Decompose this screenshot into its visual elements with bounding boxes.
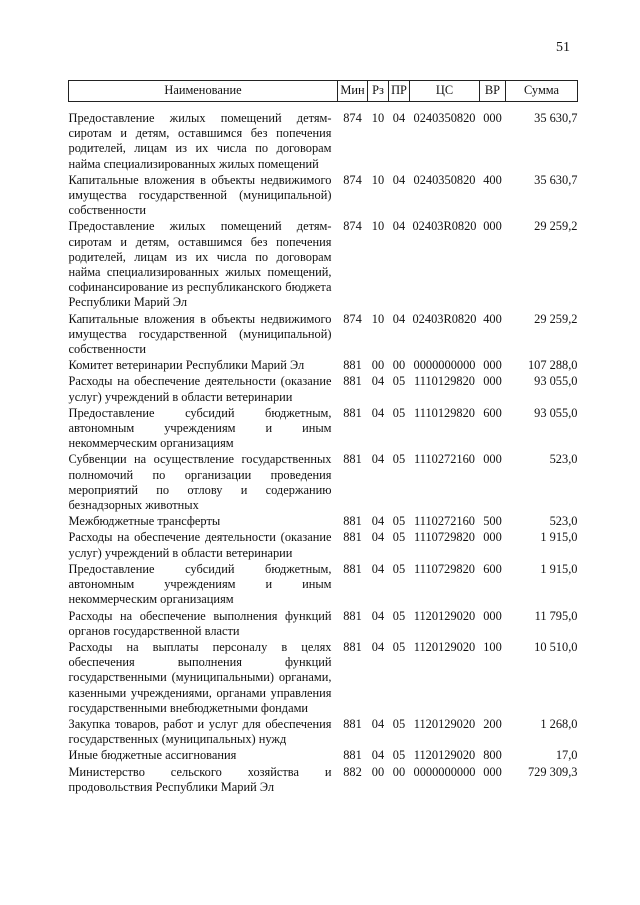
cell-pr: 05 bbox=[392, 374, 406, 389]
header-pr: ПР bbox=[389, 81, 410, 102]
header-rz: Рз bbox=[368, 81, 389, 102]
cell-name: Министерство сельского хозяйства и продовольствия Республики Марий Эл bbox=[68, 764, 332, 794]
cell-rz: 04 bbox=[371, 561, 385, 576]
table-row bbox=[69, 747, 578, 763]
cell-min: 874 bbox=[343, 111, 362, 125]
cell-vr: 000 bbox=[483, 530, 502, 545]
table-row bbox=[69, 529, 578, 560]
table-row bbox=[69, 561, 578, 608]
cell-vr: 600 bbox=[483, 561, 502, 576]
cell-pr: 00 bbox=[392, 764, 406, 779]
cell-rz: 04 bbox=[371, 716, 385, 731]
cell-sum: 17,0 bbox=[555, 748, 578, 763]
cell-min: 881 bbox=[343, 561, 362, 576]
cell-name: Иные бюджетные ассигнования bbox=[68, 748, 237, 763]
cell-vr: 000 bbox=[483, 452, 502, 467]
header-vr: ВР bbox=[480, 81, 506, 102]
table-row bbox=[69, 716, 578, 747]
cell-rz: 10 bbox=[371, 172, 385, 187]
cell-sum: 35 630,7 bbox=[534, 111, 578, 125]
cell-pr: 05 bbox=[392, 530, 406, 545]
cell-sum: 93 055,0 bbox=[534, 374, 578, 389]
header-min: Мин bbox=[338, 81, 368, 102]
cell-sum: 1 915,0 bbox=[540, 561, 578, 576]
table-row bbox=[69, 513, 578, 529]
cell-vr: 000 bbox=[483, 358, 502, 373]
header-name: Наименование bbox=[69, 81, 338, 102]
cell-sum: 11 795,0 bbox=[534, 608, 578, 623]
cell-pr: 04 bbox=[392, 219, 406, 234]
cell-min: 881 bbox=[343, 514, 362, 529]
cell-vr: 100 bbox=[483, 639, 502, 654]
header-sum: Сумма bbox=[506, 81, 578, 102]
cell-min: 881 bbox=[343, 374, 362, 389]
cell-rz: 10 bbox=[371, 111, 385, 125]
cell-rz: 04 bbox=[371, 405, 385, 420]
cell-min: 881 bbox=[343, 358, 362, 373]
cell-min: 881 bbox=[343, 405, 362, 420]
cell-vr: 400 bbox=[483, 172, 502, 187]
cell-cs: 1120129020 bbox=[413, 608, 476, 623]
cell-min: 881 bbox=[343, 639, 362, 654]
cell-vr: 400 bbox=[483, 311, 502, 326]
cell-sum: 1 915,0 bbox=[540, 530, 578, 545]
cell-vr: 800 bbox=[483, 748, 502, 763]
table-row bbox=[69, 405, 578, 452]
table-row bbox=[69, 357, 578, 373]
cell-sum: 523,0 bbox=[549, 514, 578, 529]
cell-name: Комитет ветеринарии Республики Марий Эл bbox=[68, 358, 305, 373]
cell-sum: 107 288,0 bbox=[527, 358, 578, 373]
cell-cs: 0240350820 bbox=[413, 111, 476, 125]
table-row bbox=[69, 172, 578, 219]
cell-sum: 10 510,0 bbox=[534, 639, 578, 654]
cell-rz: 04 bbox=[371, 748, 385, 763]
cell-name: Закупка товаров, работ и услуг для обеспечения государственных (муниципальных) нужд bbox=[68, 716, 332, 747]
cell-min: 881 bbox=[343, 452, 362, 467]
cell-min: 881 bbox=[343, 608, 362, 623]
header-cs: ЦС bbox=[410, 81, 480, 102]
cell-rz: 04 bbox=[371, 514, 385, 529]
cell-pr: 00 bbox=[392, 358, 406, 373]
cell-pr: 05 bbox=[392, 608, 406, 623]
table-row bbox=[69, 311, 578, 358]
cell-sum: 729 309,3 bbox=[527, 764, 578, 779]
cell-sum: 35 630,7 bbox=[534, 172, 578, 187]
cell-sum: 29 259,2 bbox=[534, 219, 578, 234]
cell-cs: 0000000000 bbox=[413, 358, 476, 373]
table-row bbox=[69, 764, 578, 795]
cell-cs: 0000000000 bbox=[413, 764, 476, 779]
cell-pr: 05 bbox=[392, 716, 406, 731]
cell-min: 881 bbox=[343, 748, 362, 763]
budget-table bbox=[68, 80, 578, 795]
cell-min: 881 bbox=[343, 716, 362, 731]
cell-vr: 000 bbox=[483, 219, 502, 234]
cell-name: Расходы на обеспечение выполнения функций органов государственной власти bbox=[68, 608, 332, 638]
cell-vr: 000 bbox=[483, 764, 502, 779]
cell-cs: 1110729820 bbox=[413, 530, 476, 545]
cell-pr: 04 bbox=[392, 172, 406, 187]
cell-pr: 05 bbox=[392, 452, 406, 467]
cell-cs: 1110729820 bbox=[413, 561, 476, 576]
table-header-row bbox=[69, 81, 578, 102]
cell-rz: 04 bbox=[371, 639, 385, 654]
cell-min: 874 bbox=[343, 311, 362, 326]
cell-name: Расходы на обеспечение деятельности (оказание услуг) учреждений в области ветеринарии bbox=[68, 374, 332, 404]
cell-pr: 05 bbox=[392, 639, 406, 654]
cell-name: Субвенции на осуществление государственных полномочий по организации проведения мероприятий по отлову и содержанию безнадзорных животных bbox=[68, 452, 332, 513]
cell-pr: 05 bbox=[392, 514, 406, 529]
table-row bbox=[69, 102, 578, 172]
cell-rz: 10 bbox=[371, 219, 385, 234]
cell-sum: 523,0 bbox=[549, 452, 578, 467]
cell-pr: 04 bbox=[392, 111, 406, 125]
cell-cs: 0240350820 bbox=[413, 172, 476, 187]
cell-pr: 05 bbox=[392, 561, 406, 576]
cell-vr: 200 bbox=[483, 716, 502, 731]
table-row bbox=[69, 373, 578, 404]
cell-cs: 1110129820 bbox=[413, 374, 476, 389]
cell-rz: 04 bbox=[371, 530, 385, 545]
cell-name: Расходы на выплаты персоналу в целях обеспечения выполнения функций государственными (муниципальными) органами, казенными учреждениями, органами управления государственными внебюджетными фондами bbox=[68, 639, 332, 715]
cell-sum: 1 268,0 bbox=[540, 716, 578, 731]
cell-vr: 000 bbox=[483, 111, 502, 125]
cell-name: Капитальные вложения в объекты недвижимого имущества государственной (муниципальной) собственности bbox=[68, 311, 332, 357]
cell-rz: 00 bbox=[371, 764, 385, 779]
cell-cs: 02403R0820 bbox=[412, 311, 477, 326]
table-row bbox=[69, 451, 578, 513]
cell-rz: 10 bbox=[371, 311, 385, 326]
cell-name: Капитальные вложения в объекты недвижимого имущества государственной (муниципальной) собственности bbox=[68, 172, 332, 218]
page-number: 51 bbox=[556, 40, 570, 55]
cell-rz: 04 bbox=[371, 374, 385, 389]
cell-min: 882 bbox=[343, 764, 362, 779]
cell-cs: 1120129020 bbox=[413, 639, 476, 654]
cell-name: Предоставление жилых помещений детям-сиротам и детям, оставшимся без попечения родителей, лицам из их числа по договорам найма специализированных жилых помещений bbox=[68, 111, 332, 171]
cell-cs: 1110272160 bbox=[413, 514, 476, 529]
cell-name: Предоставление субсидий бюджетным, автономным учреждениям и иным некоммерческим организациям bbox=[68, 561, 332, 607]
cell-pr: 05 bbox=[392, 405, 406, 420]
cell-min: 874 bbox=[343, 172, 362, 187]
cell-cs: 1110272160 bbox=[413, 452, 476, 467]
table-row bbox=[69, 639, 578, 716]
cell-pr: 05 bbox=[392, 748, 406, 763]
cell-vr: 500 bbox=[483, 514, 502, 529]
cell-vr: 000 bbox=[483, 608, 502, 623]
table-body bbox=[69, 102, 578, 795]
cell-rz: 00 bbox=[371, 358, 385, 373]
cell-min: 874 bbox=[343, 219, 362, 234]
cell-name: Предоставление жилых помещений детям-сиротам и детям, оставшимся без попечения родителей, лицам из их числа по договорам найма специализированных жилых помещений, софинансирование из республиканского бюджета Республики Марий Эл bbox=[68, 219, 332, 310]
table-row bbox=[69, 218, 578, 310]
cell-cs: 1110129820 bbox=[413, 405, 476, 420]
cell-sum: 29 259,2 bbox=[534, 311, 578, 326]
cell-name: Межбюджетные трансферты bbox=[68, 514, 221, 529]
cell-vr: 000 bbox=[483, 374, 502, 389]
cell-rz: 04 bbox=[371, 608, 385, 623]
cell-cs: 1120129020 bbox=[413, 716, 476, 731]
cell-cs: 02403R0820 bbox=[412, 219, 477, 234]
cell-vr: 600 bbox=[483, 405, 502, 420]
cell-cs: 1120129020 bbox=[413, 748, 476, 763]
cell-sum: 93 055,0 bbox=[534, 405, 578, 420]
cell-rz: 04 bbox=[371, 452, 385, 467]
cell-name: Предоставление субсидий бюджетным, автономным учреждениям и иным некоммерческим организациям bbox=[68, 405, 332, 451]
table-row bbox=[69, 608, 578, 639]
cell-min: 881 bbox=[343, 530, 362, 545]
cell-name: Расходы на обеспечение деятельности (оказание услуг) учреждений в области ветеринарии bbox=[68, 530, 332, 560]
cell-pr: 04 bbox=[392, 311, 406, 326]
